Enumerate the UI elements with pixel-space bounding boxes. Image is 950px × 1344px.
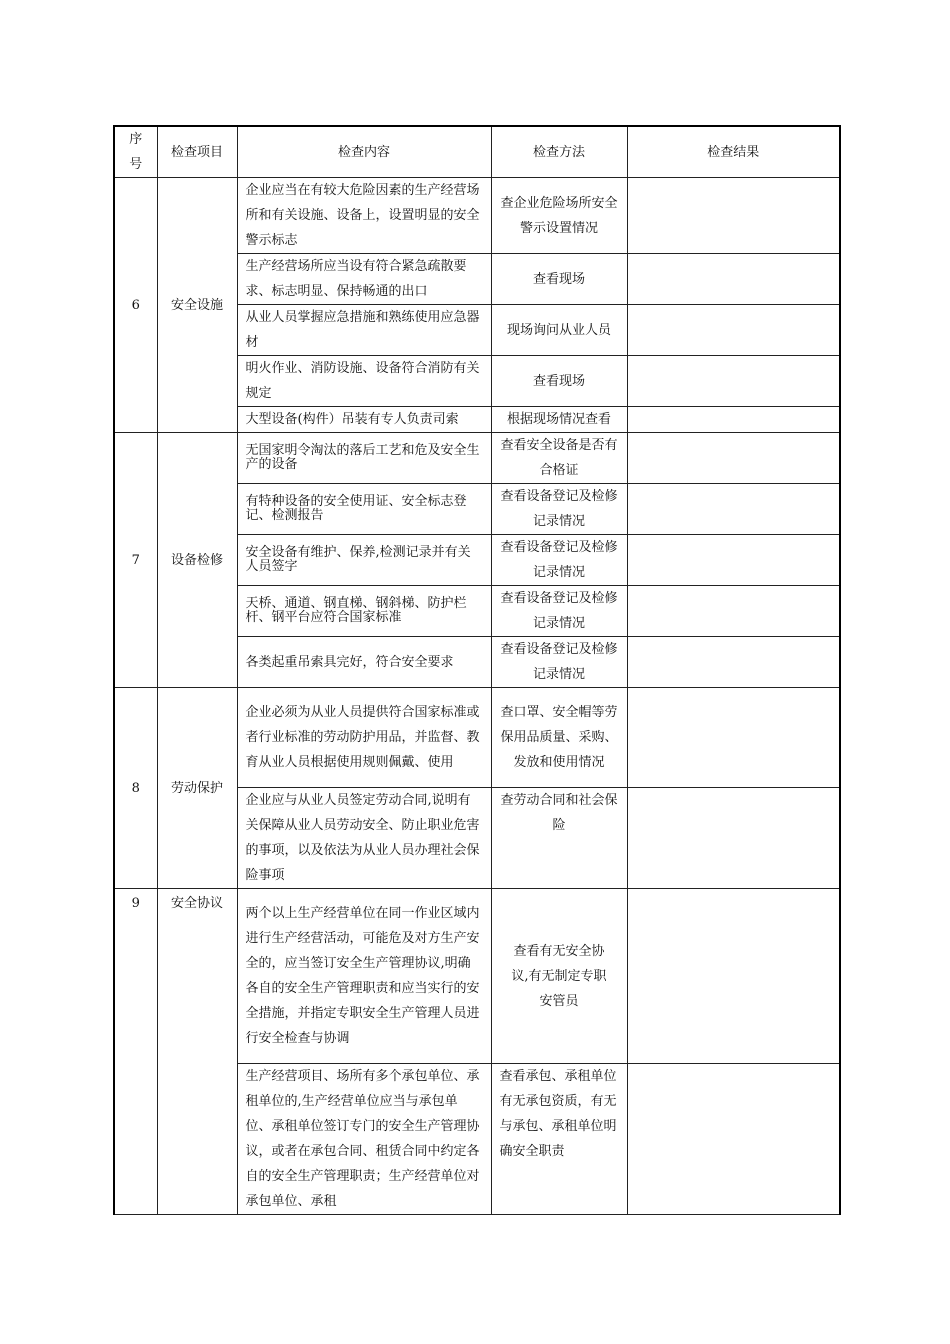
- row-method: 根据现场情况查看: [491, 407, 627, 433]
- row-result: [627, 178, 840, 254]
- table-row: [114, 889, 840, 1064]
- table-row: [114, 433, 840, 484]
- row-method: 查看设备登记及检修记录情况: [491, 535, 627, 586]
- row-method: 查看现场: [491, 254, 627, 305]
- row-result: [627, 484, 840, 535]
- row-result: [627, 889, 840, 1064]
- row-content: 从业人员掌握应急措施和熟练使用应急器材: [237, 305, 491, 356]
- row-result: [627, 688, 840, 788]
- header-seq: 序号: [114, 126, 157, 178]
- group-item: 安全协议: [157, 889, 237, 1215]
- row-result: [627, 637, 840, 688]
- group-item: 安全设施: [157, 178, 237, 433]
- row-content: 安全设备有维护、保养,检测记录并有关人员签字: [237, 535, 491, 586]
- row-content: 企业应与从业人员签定劳动合同,说明有关保障从业人员劳动安全、防止职业危害的事项，以及依法为从业人员办理社会保险事项: [237, 788, 491, 889]
- header-method: 检查方法: [491, 126, 627, 178]
- row-method: 查口罩、安全帽等劳保用品质量、采购、发放和使用情况: [491, 688, 627, 788]
- row-method: 查企业危险场所安全警示设置情况: [491, 178, 627, 254]
- row-content: 无国家明令淘汰的落后工艺和危及安全生产的设备: [237, 433, 491, 484]
- row-content: 生产经营场所应当设有符合紧急疏散要求、标志明显、保持畅通的出口: [237, 254, 491, 305]
- row-result: [627, 1064, 840, 1215]
- header-content: 检查内容: [237, 126, 491, 178]
- row-content: 有特种设备的安全使用证、安全标志登记、检测报告: [237, 484, 491, 535]
- row-content: 明火作业、消防设施、设备符合消防有关规定: [237, 356, 491, 407]
- table-row: [114, 688, 840, 788]
- group-seq: 6: [114, 178, 157, 433]
- row-method: 查看设备登记及检修记录情况: [491, 637, 627, 688]
- row-method: 现场询问从业人员: [491, 305, 627, 356]
- row-result: [627, 254, 840, 305]
- table-row: [114, 178, 840, 254]
- row-result: [627, 433, 840, 484]
- row-method: 查看设备登记及检修记录情况: [491, 484, 627, 535]
- row-content: 大型设备(构件）吊装有专人负责司索: [237, 407, 491, 433]
- group-seq: 8: [114, 688, 157, 889]
- row-result: [627, 305, 840, 356]
- row-content: 两个以上生产经营单位在同一作业区域内进行生产经营活动，可能危及对方生产安全的，应当签订安全生产管理协议,明确各自的安全生产管理职责和应当实行的安全措施，并指定专职安全生产管理人员进行安全检查与协调: [237, 889, 491, 1064]
- group-item: 劳动保护: [157, 688, 237, 889]
- row-content: 企业必须为从业人员提供符合国家标准或者行业标准的劳动防护用品，并监督、教育从业人员根据使用规则佩戴、使用: [237, 688, 491, 788]
- group-item: 设备检修: [157, 433, 237, 688]
- row-method: 查看承包、承租单位有无承包资质，有无与承包、承租单位明确安全职责: [491, 1064, 627, 1215]
- row-method: 查看设备登记及检修记录情况: [491, 586, 627, 637]
- row-content: 生产经营项目、场所有多个承包单位、承租单位的,生产经营单位应当与承包单位、承租单位签订专门的安全生产管理协议，或者在承包合同、租赁合同中约定各自的安全生产管理职责；生产经营单位对承包单位、承租: [237, 1064, 491, 1215]
- row-content: 各类起重吊索具完好，符合安全要求: [237, 637, 491, 688]
- row-result: [627, 788, 840, 889]
- group-seq: 7: [114, 433, 157, 688]
- row-method: 查劳动合同和社会保险: [491, 788, 627, 889]
- row-result: [627, 356, 840, 407]
- row-result: [627, 586, 840, 637]
- inspection-table: [113, 125, 841, 1215]
- row-method: 查看现场: [491, 356, 627, 407]
- row-result: [627, 535, 840, 586]
- row-method: 查看安全设备是否有合格证: [491, 433, 627, 484]
- row-content: 企业应当在有较大危险因素的生产经营场所和有关设施、设备上，设置明显的安全警示标志: [237, 178, 491, 254]
- header-result: 检查结果: [627, 126, 840, 178]
- header-item: 检查项目: [157, 126, 237, 178]
- row-result: [627, 407, 840, 433]
- row-content: 天桥、通道、钢直梯、钢斜梯、防护栏杆、钢平台应符合国家标准: [237, 586, 491, 637]
- row-method: 查看有无安全协议,有无制定专职安管员: [491, 889, 627, 1064]
- group-seq: 9: [114, 889, 157, 1215]
- header-row: [114, 126, 840, 178]
